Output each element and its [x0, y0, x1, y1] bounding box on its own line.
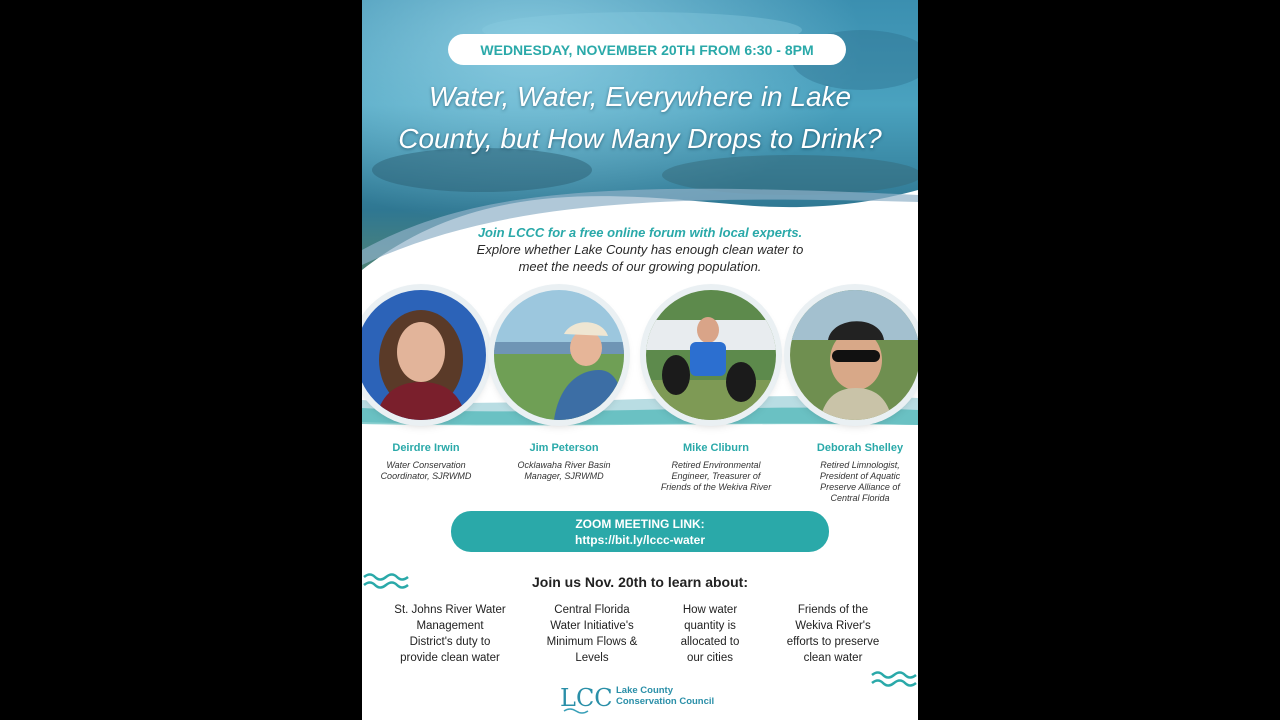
topic-line: efforts to preserve [786, 636, 880, 648]
role-line: Coordinator, SJRWMD [380, 471, 472, 481]
speaker-name: Mike Cliburn [682, 442, 749, 454]
topic-item [770, 602, 896, 666]
role-line: Water Conservation [386, 460, 466, 470]
lccc-logo [558, 680, 728, 716]
speaker-role [494, 460, 634, 482]
speaker-name: Jim Peterson [529, 442, 599, 454]
topic-line: Minimum Flows & [546, 636, 638, 648]
intro-line-3: meet the needs of our growing population. [518, 259, 762, 274]
speaker-photo [790, 290, 918, 420]
intro-accent: Join LCCC for a free online forum with local experts. [477, 225, 803, 240]
zoom-meeting-link[interactable] [451, 511, 829, 552]
intro-line-2: Explore whether Lake County has enough clean water to [476, 242, 804, 257]
topic-item [660, 602, 760, 666]
speaker-role [646, 460, 786, 493]
topic-line: our cities [686, 652, 734, 664]
speaker-name: Deirdre Irwin [392, 442, 460, 454]
topic-line: Friends of the [797, 604, 869, 616]
title-line-1: Water, Water, Everywhere in Lake [428, 81, 852, 112]
zoom-label: ZOOM MEETING LINK: [575, 516, 705, 531]
event-date-badge: WEDNESDAY, NOVEMBER 20TH FROM 6:30 - 8PM [448, 34, 846, 65]
topic-line: District's duty to [409, 636, 491, 648]
topic-item [532, 602, 652, 666]
logo-line-2: Conservation Council [616, 696, 715, 707]
speaker-photo [646, 290, 776, 420]
event-title [372, 76, 908, 160]
speaker-role [362, 460, 496, 482]
topic-line: provide clean water [400, 652, 500, 664]
logo-line-1: Lake County [616, 685, 674, 696]
topic-line: Water Initiative's [550, 620, 634, 632]
logo-mark: LCC [560, 684, 613, 712]
event-intro [392, 224, 888, 275]
speaker-role [790, 460, 918, 504]
logo-mark-icon [558, 680, 614, 714]
role-line: Retired Limnologist, [820, 460, 900, 470]
topic-line: Central Florida [554, 604, 630, 616]
role-line: President of Aquatic [819, 471, 901, 481]
zoom-url[interactable]: https://bit.ly/lccc-water [574, 532, 706, 547]
learn-heading: Join us Nov. 20th to learn about: [532, 574, 748, 590]
event-flyer [362, 0, 918, 720]
topic-line: Management [416, 620, 484, 632]
wave-icon [870, 670, 918, 688]
role-line: Retired Environmental [671, 460, 761, 470]
topic-line: St. Johns River Water [394, 604, 506, 616]
topic-item [384, 602, 516, 666]
title-line-2: County, but How Many Drops to Drink? [398, 123, 882, 154]
role-line: Central Florida [830, 493, 890, 503]
topic-line: clean water [803, 652, 863, 664]
role-line: Friends of the Wekiva River [660, 482, 772, 492]
role-line: Manager, SJRWMD [524, 471, 604, 481]
logo-text [616, 685, 714, 707]
speaker-photo [494, 290, 624, 420]
speaker-name: Deborah Shelley [816, 442, 904, 454]
role-line: Ocklawaha River Basin [517, 460, 611, 470]
speaker-photo [362, 290, 486, 420]
role-line: Preserve Alliance of [820, 482, 900, 492]
topic-line: Wekiva River's [795, 620, 871, 632]
role-line: Engineer, Treasurer of [671, 471, 761, 481]
topic-line: quantity is [684, 620, 736, 632]
topic-line: allocated to [680, 636, 740, 648]
topic-line: Levels [575, 652, 609, 664]
topic-line: How water [682, 604, 738, 616]
